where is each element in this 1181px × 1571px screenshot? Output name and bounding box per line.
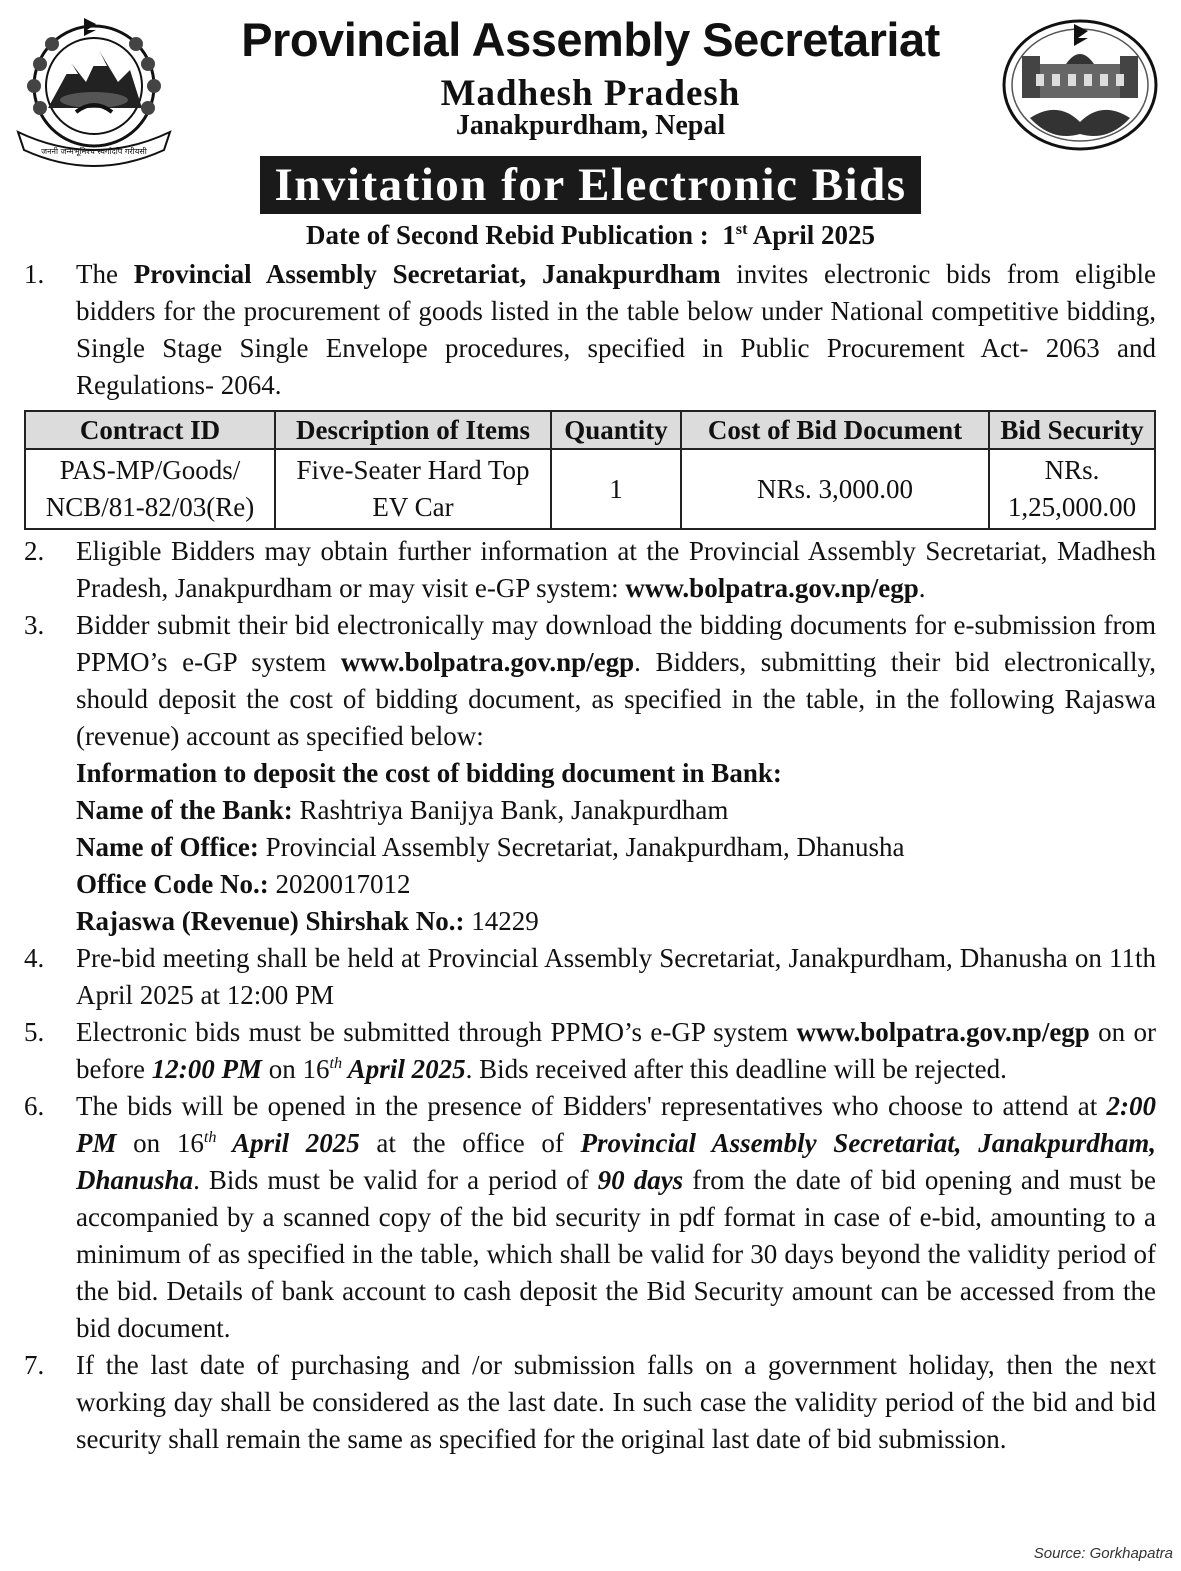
revenue-number: Rajaswa (Revenue) Shirshak No.: 14229: [76, 906, 539, 936]
clause-3: 3. Bidder submit their bid electronically may download the bidding documents for e-submission from PPMO’s e-GP system www.bolpatra.gov.np/egp. Bidders, submitting their bid electronically, should deposit the cost of bidding document, as specified in the table, in the following Rajaswa (revenue) account as specified below:: [24, 610, 1156, 751]
org-location: Janakpurdham, Nepal: [455, 110, 726, 141]
table-row: [25, 449, 1155, 529]
clause-2: 2. Eligible Bidders may obtain further information at the Provincial Assembly Secretariat, Madhesh Pradesh, Janakpurdham or may visit e-GP system: www.bolpatra.gov.np/egp.: [24, 536, 1156, 603]
clause-4: 4. Pre-bid meeting shall be held at Provincial Assembly Secretariat, Janakpurdham, Dhanusha on 11th April 2025 at 12:00 PM: [24, 943, 1156, 1010]
col-header-contract-id: Contract ID: [25, 411, 275, 449]
source-credit: Source: Gorkhapatra: [1033, 1545, 1173, 1562]
office-name: Name of Office: Provincial Assembly Secretariat, Janakpurdham, Dhanusha: [76, 832, 905, 862]
table-header-row: [25, 411, 1155, 449]
office-code: Office Code No.: 2020017012: [76, 869, 411, 899]
org-subtitle: Madhesh Pradesh: [440, 73, 741, 114]
publication-date: Date of Second Rebid Publication : 1st April 2025: [306, 220, 875, 250]
bank-name: Name of the Bank: Rashtriya Banijya Bank, Janakpurdham: [76, 795, 729, 825]
clause-6: 6. The bids will be opened in the presence of Bidders' representatives who choose to attend at 2:00 PM on 16th April 2025 at the office of Provincial Assembly Secretariat, Janakpurdham, Dhanusha. Bids must be valid for a period of 90 days from the date of bid opening and must be accompanied by a scanned copy of the bid security in pdf format in case of e-bid, amounting to a minimum of as specified in the table, which shall be valid for 30 days beyond the validity period of the bid. Details of bank account to cash deposit the Bid Security amount can be accessed from the bid document.: [24, 1091, 1157, 1343]
cell-description: Five-Seater Hard Top EV Car: [275, 449, 551, 529]
col-header-description: Description of Items: [275, 411, 551, 449]
org-title: Provincial Assembly Secretariat: [241, 13, 940, 66]
bank-info-heading: Information to deposit the cost of bidding document in Bank:: [76, 758, 782, 788]
notice-banner: Invitation for Electronic Bids: [260, 156, 920, 214]
clause-number: 1.: [24, 259, 45, 289]
cell-bid-security: NRs. 1,25,000.00: [989, 449, 1155, 529]
clause-1: 1. The Provincial Assembly Secretariat, Janakpurdham invites electronic bids from eligible bidders for the procurement of goods listed in the table below under National competitive bidding, Single Stage Single Envelope procedures, specified in Public Procurement Act- 2063 and Regulations- 2064.: [24, 256, 1156, 404]
clause-5: 5. Electronic bids must be submitted through PPMO’s e-GP system www.bolpatra.gov.np/egp on or before 12:00 PM on 16th April 2025. Bids received after this deadline will be rejected.: [24, 1017, 1156, 1084]
col-header-bid-security: Bid Security: [989, 411, 1155, 449]
clauses-2-7: [24, 533, 1156, 1458]
cell-quantity: 1: [551, 449, 681, 529]
cell-cost: NRs. 3,000.00: [681, 449, 989, 529]
bid-table: [24, 410, 1156, 530]
col-header-quantity: Quantity: [551, 411, 681, 449]
emblem-motto: जननी जन्मभूमिश्च स्वर्गादपि गरीयसी: [41, 147, 147, 156]
cell-contract-id: PAS-MP/Goods/ NCB/81-82/03(Re): [25, 449, 275, 529]
col-header-cost: Cost of Bid Document: [681, 411, 989, 449]
clause-7: 7. If the last date of purchasing and /or submission falls on a government holiday, then the next working day shall be considered as the last date. In such case the validity period of the bid and bid security shall remain the same as specified for the original last date of bid submission.: [24, 1350, 1156, 1454]
